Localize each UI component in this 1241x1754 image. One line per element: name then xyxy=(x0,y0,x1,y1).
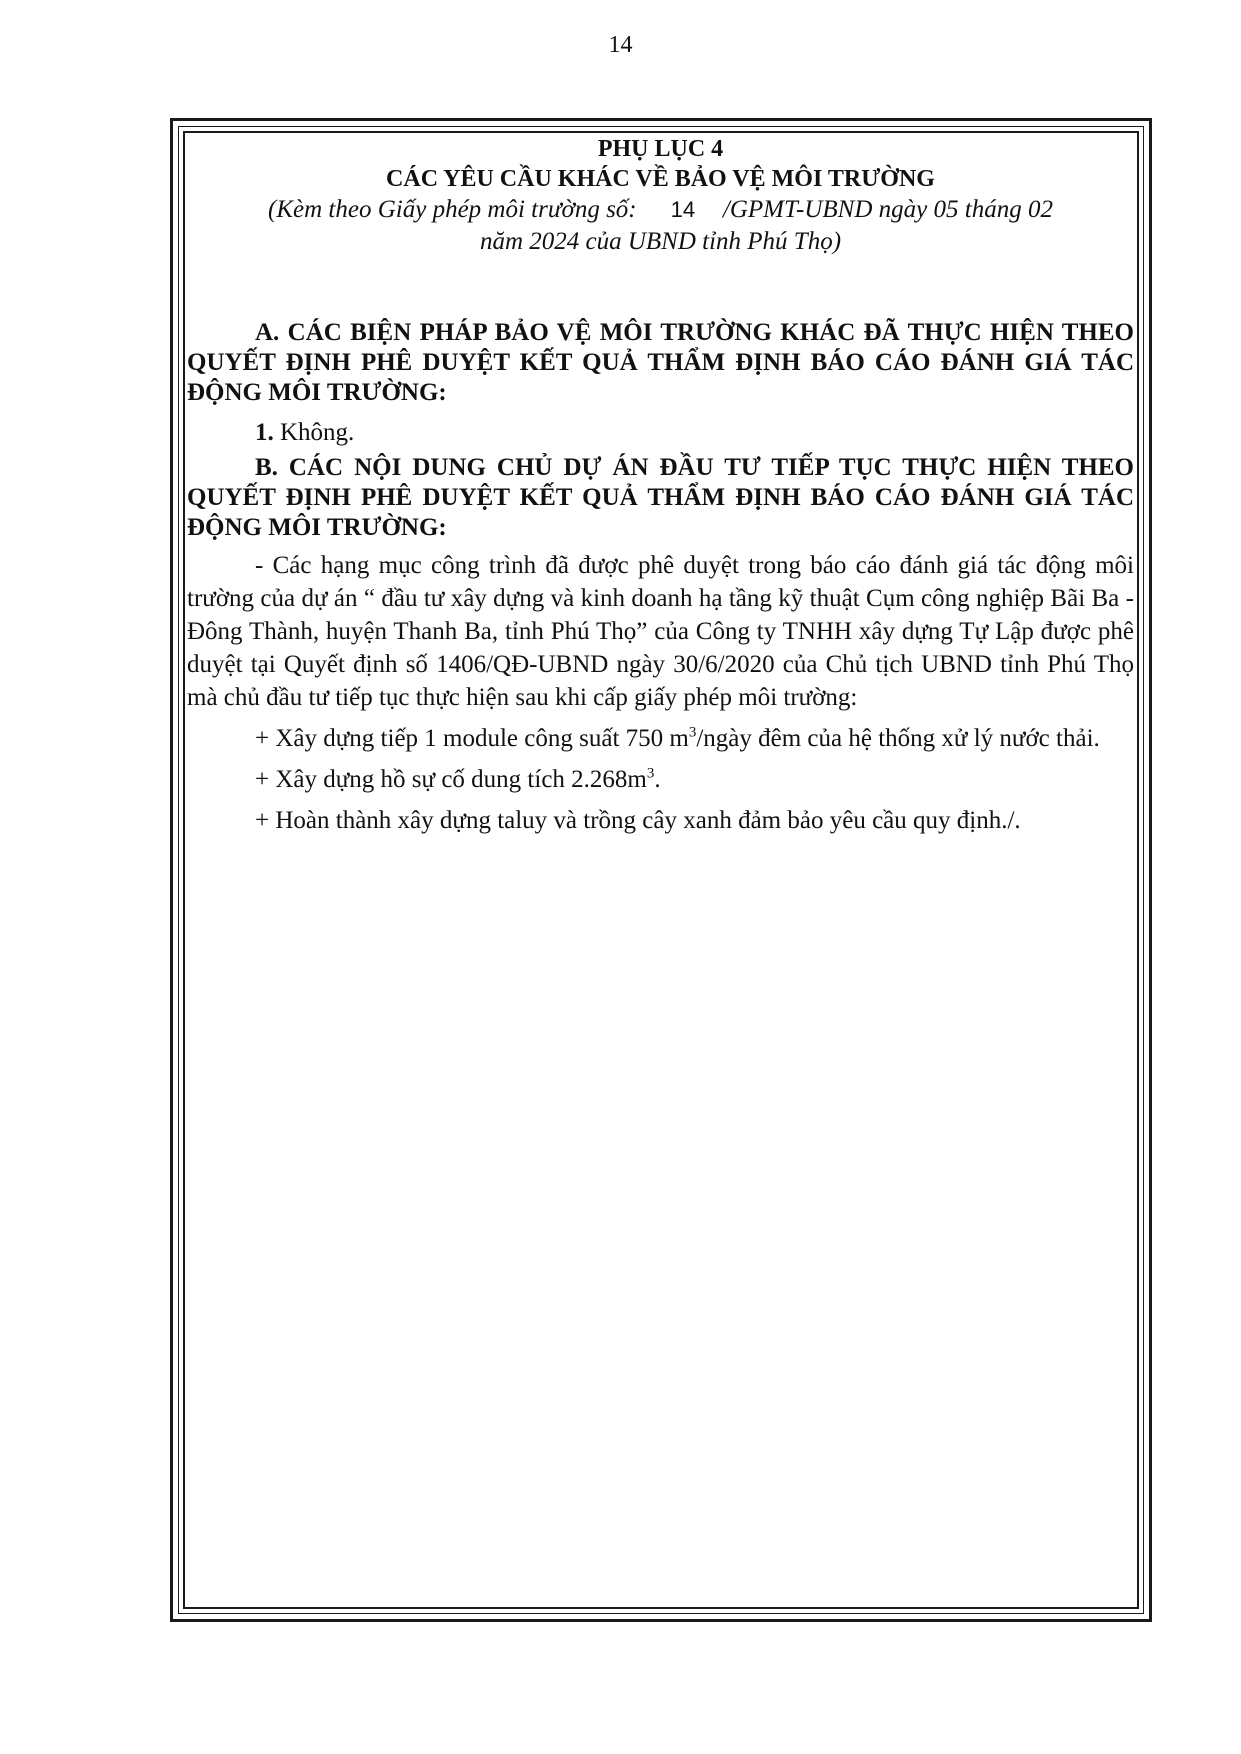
subtitle-mid: /GPMT-UBND ngày xyxy=(722,196,928,223)
section-b-item-2-rest: . xyxy=(654,766,661,793)
appendix-subtitle xyxy=(187,194,1134,258)
section-b-item-2 xyxy=(187,763,1134,796)
spacer xyxy=(187,258,1134,318)
section-a-item-1-label: 1. xyxy=(255,419,274,446)
page-number: 14 xyxy=(608,32,633,58)
subtitle-month: 02 xyxy=(1027,196,1053,223)
document-body xyxy=(187,134,1134,837)
permit-number: 14 xyxy=(670,197,696,222)
section-a-item-1 xyxy=(187,416,1134,449)
section-a-title: A. CÁC BIỆN PHÁP BẢO VỆ MÔI TRƯỜNG KHÁC ĐÃ THỰC HIỆN THEO QUYẾT ĐỊNH PHÊ DUYỆT KẾT QUẢ THẨM ĐỊNH BÁO CÁO ĐÁNH GIÁ TÁC ĐỘNG MÔI TRƯỜNG: xyxy=(187,319,1134,406)
subtitle-day: 05 xyxy=(933,196,959,223)
section-b-item-2-text: + Xây dựng hồ sự cố dung tích 2.268m xyxy=(255,766,647,793)
subtitle-line2: năm 2024 của UBND tỉnh Phú Thọ) xyxy=(479,228,842,255)
section-b-title: B. CÁC NỘI DUNG CHỦ DỰ ÁN ĐẦU TƯ TIẾP TỤC THỰC HIỆN THEO QUYẾT ĐỊNH PHÊ DUYỆT KẾT QUẢ THẨM ĐỊNH BÁO CÁO ĐÁNH GIÁ TÁC ĐỘNG MÔI TRƯỜNG: xyxy=(187,454,1134,541)
section-b-item-1-text: + Xây dựng tiếp 1 module công suất 750 m xyxy=(255,725,689,752)
subtitle-prefix: (Kèm theo Giấy phép môi trường số: xyxy=(268,196,637,223)
section-b-item-1-rest: /ngày đêm của hệ thống xử lý nước thải. xyxy=(696,725,1100,752)
section-a-item-1-text: Không. xyxy=(280,419,355,446)
appendix-heading: CÁC YÊU CẦU KHÁC VỀ BẢO VỆ MÔI TRƯỜNG xyxy=(386,166,935,192)
section-b-intro: - Các hạng mục công trình đã được phê duyệt trong báo cáo đánh giá tác động môi trường của dự án “ đầu tư xây dựng và kinh doanh hạ tầng kỹ thuật Cụm công nghiệp Bãi Ba - Đông Thành, huyện Thanh Ba, tỉnh Phú Thọ” của Công ty TNHH xây dựng Tự Lập được phê duyệt tại Quyết định số 1406/QĐ-UBND ngày 30/6/2020 của Chủ tịch UBND tỉnh Phú Thọ mà chủ đầu tư tiếp tục thực hiện sau khi cấp giấy phép môi trường: xyxy=(187,552,1134,711)
section-b-item-3: + Hoàn thành xây dựng taluy và trồng cây xanh đảm bảo yêu cầu quy định./. xyxy=(255,807,1021,834)
subtitle-month-word: tháng xyxy=(964,196,1022,223)
appendix-title: PHỤ LỤC 4 xyxy=(597,136,724,162)
superscript: 3 xyxy=(688,724,697,741)
section-b-item-1 xyxy=(187,722,1134,755)
superscript: 3 xyxy=(646,765,655,782)
